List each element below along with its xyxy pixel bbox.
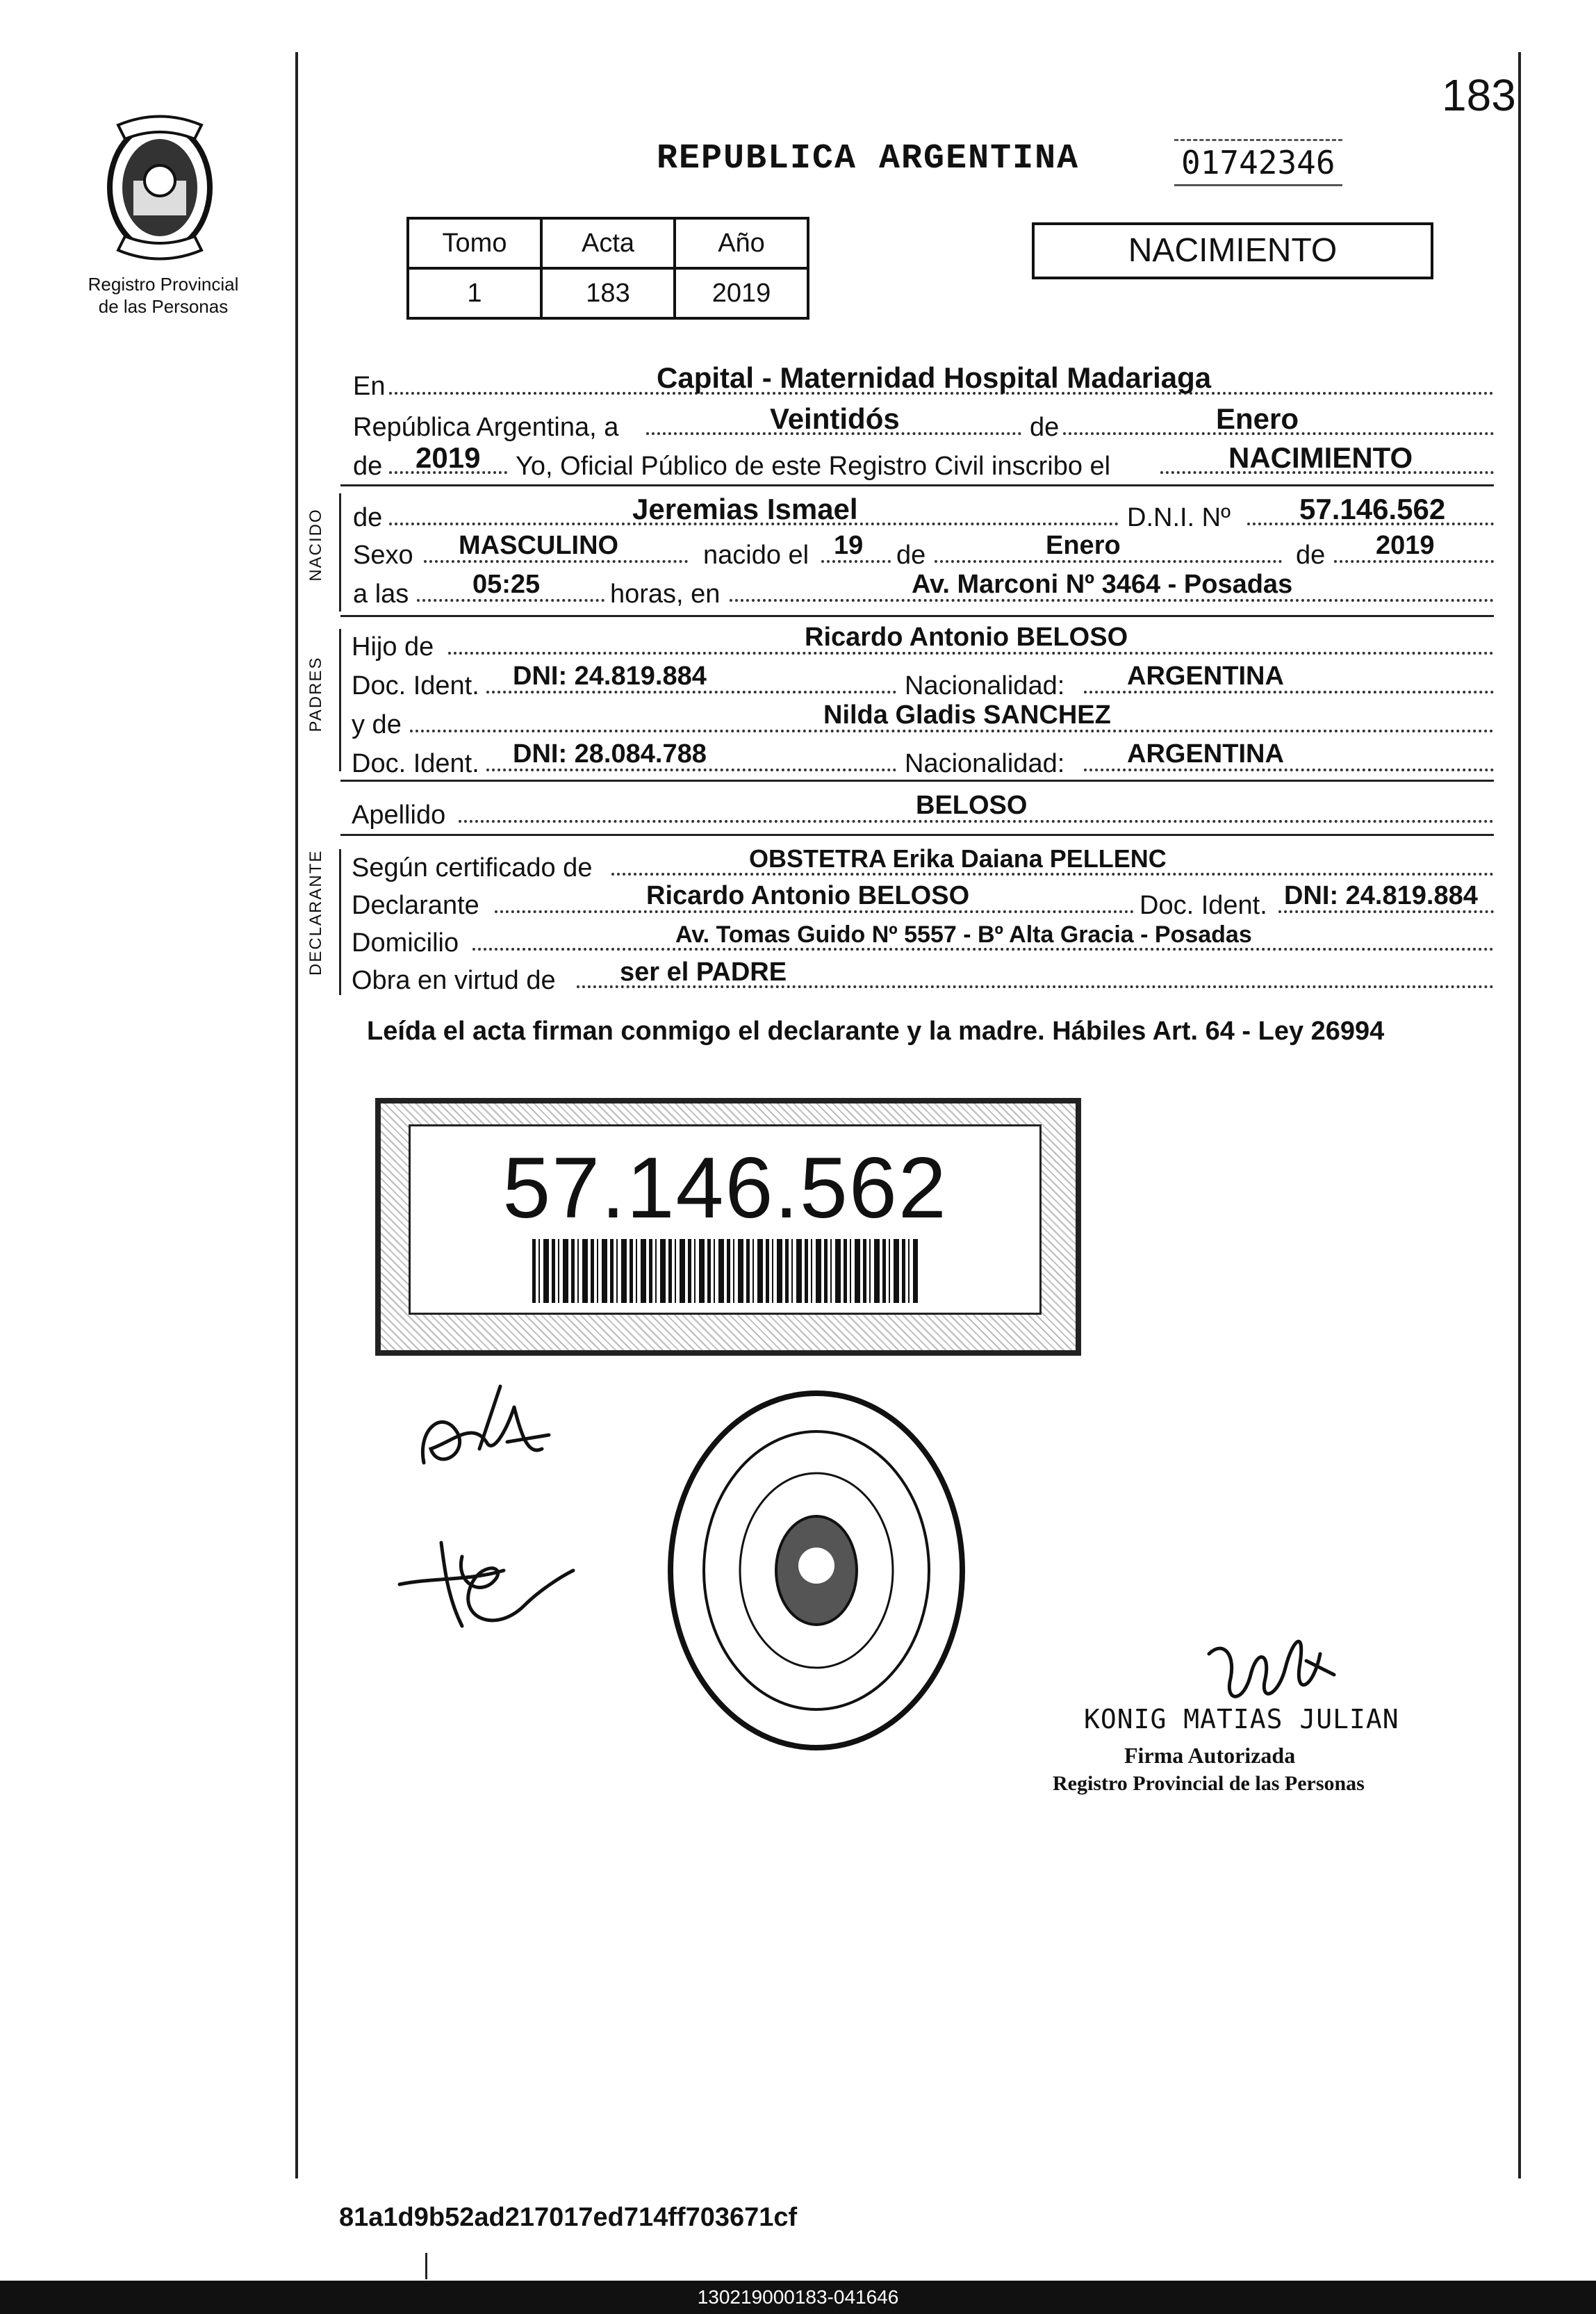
rep-label: República Argentina, a <box>353 413 619 442</box>
birth-place: Av. Marconi Nº 3464 - Posadas <box>912 570 1293 599</box>
nacido-el-label: nacido el <box>703 541 809 570</box>
signatory-office: Registro Provincial de las Personas <box>1053 1772 1365 1795</box>
birth-time: 05:25 <box>472 570 541 599</box>
sexo-label: Sexo <box>353 541 413 570</box>
father-name: Ricardo Antonio BELOSO <box>805 623 1128 652</box>
time-dots <box>417 599 604 602</box>
declarante-doc-label: Doc. Ident. <box>1140 891 1267 920</box>
horas-label: horas, en <box>610 580 721 609</box>
father-nat-label: Nacionalidad: <box>905 671 1065 700</box>
declarante-section-label: DECLARANTE <box>306 849 325 976</box>
father-dots <box>448 652 1494 655</box>
sexo-dots <box>424 560 688 563</box>
en-value: Capital - Maternidad Hospital Madariaga <box>657 361 1212 394</box>
closing-text: Leída el acta firman conmigo el declarante y la madre. Hábiles Art. 64 - Ley 26994 <box>367 1017 1385 1046</box>
dni-sticker <box>375 1098 1081 1356</box>
volume-header-ano: Año <box>675 218 808 268</box>
birth-year: 2019 <box>1376 531 1435 560</box>
nacido-section-label: NACIDO <box>306 508 325 582</box>
child-name: Jeremias Ismael <box>632 493 858 525</box>
separator-1 <box>340 484 1494 486</box>
father-doc-label: Doc. Ident. <box>352 671 479 700</box>
declarante-name: Ricardo Antonio BELOSO <box>646 881 970 910</box>
volume-header-acta: Acta <box>541 218 675 268</box>
domicilio-dots <box>472 948 1494 951</box>
inscribo-value: NACIMIENTO <box>1228 441 1413 474</box>
domicilio-value: Av. Tomas Guido Nº 5557 - Bº Alta Gracia - Posadas <box>675 921 1252 948</box>
declarante-doc: DNI: 24.819.884 <box>1284 881 1478 910</box>
obra-value: ser el PADRE <box>620 958 787 987</box>
signatory-name: KONIG MATIAS JULIAN <box>1084 1704 1399 1734</box>
en-label: En <box>353 372 386 401</box>
father-nationality: ARGENTINA <box>1127 662 1284 691</box>
padres-bracket <box>339 629 341 771</box>
declarante-bracket <box>339 849 341 995</box>
child-dni: 57.146.562 <box>1299 493 1446 525</box>
father-nat-dots <box>1084 691 1494 694</box>
birth-de-label-2: de <box>1296 541 1326 570</box>
declarante-dots <box>495 910 1134 913</box>
mother-signature <box>393 1529 580 1647</box>
cert-label: Según certificado de <box>352 853 593 883</box>
page-number: 183 <box>1442 70 1516 120</box>
document-title: REPUBLICA ARGENTINA <box>657 139 1080 179</box>
obra-label: Obra en virtud de <box>352 966 556 995</box>
mother-nationality: ARGENTINA <box>1127 739 1284 769</box>
registry-name-line2: de las Personas <box>98 296 229 317</box>
month-dots <box>935 560 1282 563</box>
rep-de-label: de <box>1030 413 1060 442</box>
rep-year: 2019 <box>416 441 481 474</box>
separator-3 <box>340 780 1494 782</box>
birth-month: Enero <box>1046 531 1121 560</box>
inscribo-label: Yo, Oficial Público de este Registro Civil inscribo el <box>516 452 1111 481</box>
hijo-label: Hijo de <box>352 632 434 662</box>
volume-table <box>406 217 809 320</box>
apellido-label: Apellido <box>352 801 446 830</box>
cert-dots <box>611 873 1494 876</box>
volume-value-ano: 2019 <box>675 268 808 318</box>
sticker-number: 57.146.562 <box>502 1140 948 1236</box>
registry-logo <box>90 111 229 264</box>
place-dots <box>730 599 1494 602</box>
mother-name: Nilda Gladis SANCHEZ <box>823 700 1111 730</box>
sticker-barcode <box>532 1239 918 1303</box>
rep-month: Enero <box>1216 402 1299 435</box>
father-doc: DNI: 24.819.884 <box>513 662 707 691</box>
year-dots-2 <box>1334 560 1494 563</box>
nacido-bracket <box>339 493 341 612</box>
mother-doc-label: Doc. Ident. <box>352 749 479 778</box>
mother-doc-dots <box>486 769 896 771</box>
declarante-label: Declarante <box>352 891 479 920</box>
volume-header-tomo: Tomo <box>408 218 541 268</box>
sticker-inner <box>409 1124 1042 1315</box>
official-stamp <box>664 1386 969 1755</box>
day-dots <box>821 560 891 563</box>
declarant-signature <box>410 1379 556 1484</box>
serial-number: 01742346 <box>1174 139 1342 186</box>
father-doc-dots <box>486 691 896 694</box>
de2-label: de <box>353 452 383 481</box>
dni-label: D.N.I. Nº <box>1127 503 1231 532</box>
footer-code: 130219000183-041646 <box>0 2281 1596 2314</box>
volume-value-acta: 183 <box>541 268 675 318</box>
mother-dots <box>410 730 1494 732</box>
domicilio-label: Domicilio <box>352 928 459 958</box>
apellido-value: BELOSO <box>916 791 1028 820</box>
volume-value-tomo: 1 <box>408 268 541 318</box>
document-hash: 81a1d9b52ad217017ed714ff703671cf <box>339 2203 798 2232</box>
separator-2 <box>340 615 1494 617</box>
nacido-de-label: de <box>353 503 383 532</box>
child-sex: MASCULINO <box>459 531 619 560</box>
mother-doc: DNI: 28.084.788 <box>513 739 707 769</box>
birth-day: 19 <box>834 531 864 560</box>
mother-nat-dots <box>1084 769 1494 771</box>
declarante-doc-dots <box>1278 910 1494 913</box>
a-las-label: a las <box>353 580 409 609</box>
bottom-tick <box>425 2253 427 2279</box>
doc-type-box: NACIMIENTO <box>1032 222 1433 279</box>
left-margin-line <box>295 52 298 2178</box>
yde-label: y de <box>352 710 402 739</box>
right-margin-line <box>1518 52 1521 2178</box>
padres-section-label: PADRES <box>306 656 325 732</box>
signatory-role: Firma Autorizada <box>1124 1743 1296 1768</box>
rep-day: Veintidós <box>770 402 900 435</box>
mother-nat-label: Nacionalidad: <box>905 749 1065 778</box>
apellido-dots <box>459 820 1494 823</box>
birth-de-label: de <box>896 541 926 570</box>
separator-4 <box>340 834 1494 836</box>
registry-name-line1: Registro Provincial <box>88 274 239 295</box>
cert-value: OBSTETRA Erika Daiana PELLENC <box>749 844 1167 873</box>
